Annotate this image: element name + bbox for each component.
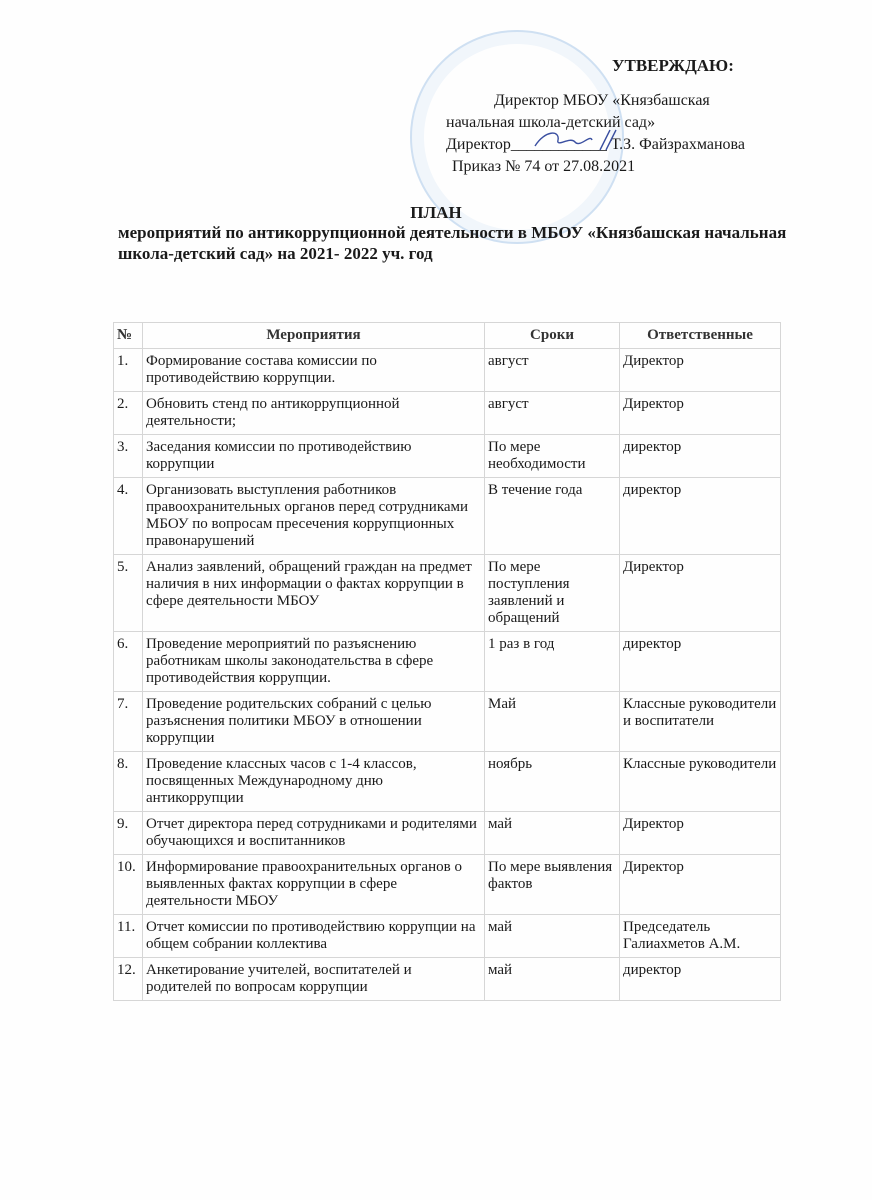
row-responsible: Классные руководители и воспитатели xyxy=(620,692,781,752)
row-number: 7. xyxy=(114,692,143,752)
table-row xyxy=(114,855,781,915)
table-row xyxy=(114,349,781,392)
row-activity: Информирование правоохранительных органов о выявленных фактах коррупции в сфере деятельности МБОУ xyxy=(143,855,485,915)
table-header-row xyxy=(114,323,781,349)
signature-blank: ____________ xyxy=(510,136,607,153)
row-activity: Анкетирование учителей, воспитателей и родителей по вопросам коррупции xyxy=(143,958,485,1001)
row-number: 8. xyxy=(114,752,143,812)
table-row xyxy=(114,392,781,435)
row-activity: Обновить стенд по антикоррупционной деятельности; xyxy=(143,392,485,435)
row-responsible: директор xyxy=(620,958,781,1001)
signature-icon xyxy=(530,128,620,154)
row-deadline: август xyxy=(485,392,620,435)
row-activity: Проведение классных часов с 1-4 классов, посвященных Международному дню антикоррупции xyxy=(143,752,485,812)
row-deadline: По мере поступления заявлений и обращений xyxy=(485,555,620,632)
row-deadline: 1 раз в год xyxy=(485,632,620,692)
table-row xyxy=(114,435,781,478)
row-activity: Формирование состава комиссии по противодействию коррупции. xyxy=(143,349,485,392)
row-activity: Отчет комиссии по противодействию коррупции на общем собрании коллектива xyxy=(143,915,485,958)
table-row xyxy=(114,555,781,632)
table-row xyxy=(114,812,781,855)
table-row xyxy=(114,915,781,958)
approval-line-1: Директор МБОУ «Князбашская xyxy=(494,92,710,109)
row-activity: Отчет директора перед сотрудниками и родителями обучающихся и воспитанников xyxy=(143,812,485,855)
row-number: 3. xyxy=(114,435,143,478)
row-number: 9. xyxy=(114,812,143,855)
row-responsible: Директор xyxy=(620,812,781,855)
row-deadline: май xyxy=(485,958,620,1001)
row-deadline: май xyxy=(485,812,620,855)
table-row xyxy=(114,692,781,752)
row-deadline: Май xyxy=(485,692,620,752)
row-number: 10. xyxy=(114,855,143,915)
document-title: ПЛАН xyxy=(410,203,462,222)
row-deadline: По мере выявления фактов xyxy=(485,855,620,915)
row-responsible: директор xyxy=(620,478,781,555)
plan-table xyxy=(113,322,781,1001)
row-number: 2. xyxy=(114,392,143,435)
row-activity: Заседания комиссии по противодействию коррупции xyxy=(143,435,485,478)
table-row xyxy=(114,478,781,555)
header-deadlines: Сроки xyxy=(485,323,620,349)
header-number: № xyxy=(114,323,143,349)
row-responsible: Председатель Галиахметов А.М. xyxy=(620,915,781,958)
row-deadline: август xyxy=(485,349,620,392)
row-responsible: Классные руководители xyxy=(620,752,781,812)
row-deadline: май xyxy=(485,915,620,958)
row-number: 12. xyxy=(114,958,143,1001)
row-responsible: директор xyxy=(620,632,781,692)
order-line: Приказ № 74 от 27.08.2021 xyxy=(452,158,636,175)
row-responsible: директор xyxy=(620,435,781,478)
row-number: 4. xyxy=(114,478,143,555)
table-row xyxy=(114,958,781,1001)
table-row xyxy=(114,752,781,812)
director-label: Директор xyxy=(446,136,511,153)
approval-line-2: начальная школа-детский сад» xyxy=(446,114,656,131)
row-activity: Проведение родительских собраний с целью разъяснения политики МБОУ в отношении коррупции xyxy=(143,692,485,752)
row-responsible: Директор xyxy=(620,555,781,632)
row-activity: Анализ заявлений, обращений граждан на предмет наличия в них информации о фактах коррупции в сфере деятельности МБОУ xyxy=(143,555,485,632)
row-number: 5. xyxy=(114,555,143,632)
row-number: 1. xyxy=(114,349,143,392)
document-subtitle: мероприятий по антикоррупционной деятельности в МБОУ «Князбашская начальная школа-детский сад» на 2021- 2022 уч. год xyxy=(118,223,787,263)
row-number: 11. xyxy=(114,915,143,958)
row-responsible: Директор xyxy=(620,349,781,392)
row-activity: Проведение мероприятий по разъяснению работникам школы законодательства в сфере противодействия коррупции. xyxy=(143,632,485,692)
director-name: Т.З. Файзрахманова xyxy=(610,136,745,153)
row-number: 6. xyxy=(114,632,143,692)
row-activity: Организовать выступления работников правоохранительных органов перед сотрудниками МБОУ по вопросам пресечения коррупционных правонарушений xyxy=(143,478,485,555)
header-activities: Мероприятия xyxy=(143,323,485,349)
row-deadline: В течение года xyxy=(485,478,620,555)
row-deadline: По мере необходимости xyxy=(485,435,620,478)
row-responsible: Директор xyxy=(620,855,781,915)
header-responsible: Ответственные xyxy=(620,323,781,349)
table-row xyxy=(114,632,781,692)
row-responsible: Директор xyxy=(620,392,781,435)
row-deadline: ноябрь xyxy=(485,752,620,812)
approval-heading: УТВЕРЖДАЮ: xyxy=(612,56,734,75)
